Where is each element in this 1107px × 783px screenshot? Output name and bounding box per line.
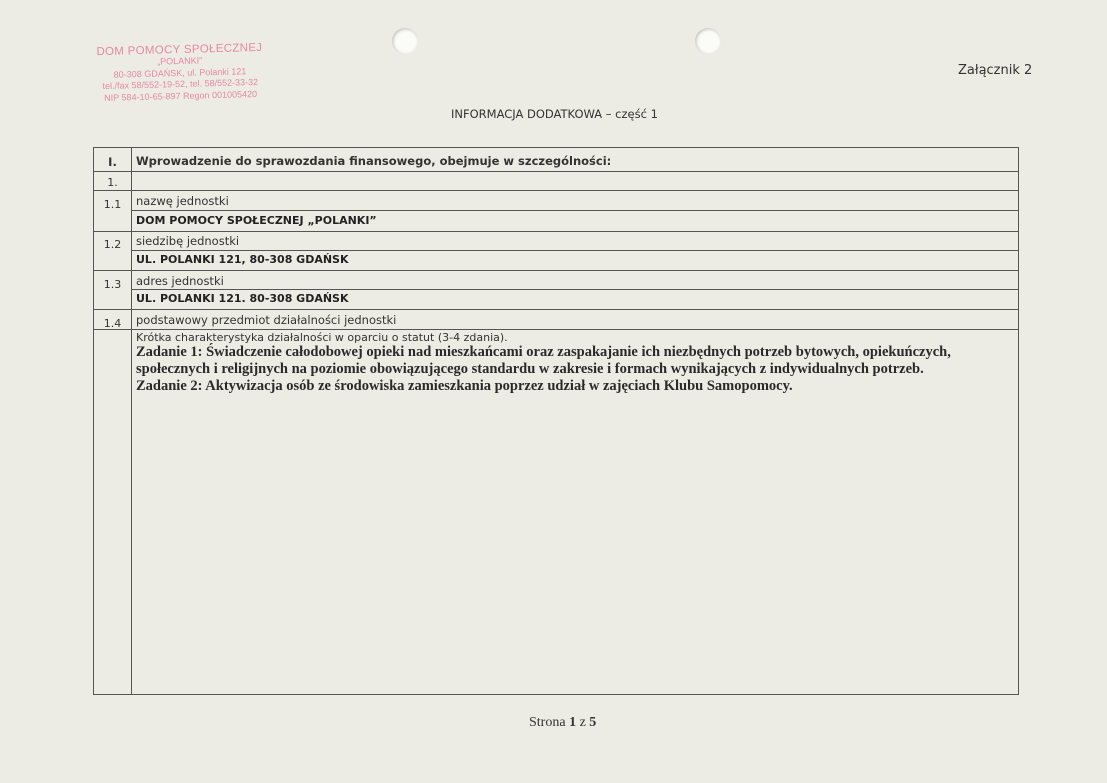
- item-number: 1.3: [103, 278, 122, 291]
- row-divider: [94, 270, 1018, 271]
- task-2-text: Zadanie 2: Aktywizacja osób ze środowiska zamieszkania poprzez udział w zajęciach Klubu Samopomocy.: [136, 378, 793, 394]
- row-divider: [131, 289, 1018, 290]
- item-value: UL. POLANKI 121. 80-308 GDAŃSK: [136, 292, 349, 305]
- item-label: adres jednostki: [136, 274, 224, 288]
- footer-prefix: Strona: [529, 715, 566, 730]
- punch-hole-right: [695, 28, 721, 54]
- column-divider: [131, 148, 132, 694]
- task-1-text: Zadanie 1: Świadczenie całodobowej opieki nad mieszkańcami oraz zaspakajanie ich niezbędnych potrzeb bytowych, opiekuńczych, społecznych i religijnych na poziomie obowiązującego standardu w zakresie i formach wynikających z indywidualnych potrzeb.: [136, 344, 951, 377]
- item-label: nazwę jednostki: [136, 194, 229, 208]
- section-number: I.: [108, 155, 117, 169]
- punch-hole-left: [392, 28, 418, 54]
- stamp-phone: tel./fax 58/552-19-52, tel. 58/552-33-32: [102, 76, 259, 92]
- item-value: Krótka charakterystyka działalności w oparciu o statut (3-4 zdania).: [136, 331, 508, 344]
- institution-stamp: [79, 41, 280, 104]
- info-table: [93, 147, 1019, 695]
- attachment-label: Załącznik 2: [958, 63, 1033, 78]
- row-divider: [94, 171, 1018, 172]
- item-number: 1.1: [103, 198, 122, 211]
- stamp-ids: NIP 584-10-65-897 Regon 001005420: [103, 88, 258, 103]
- footer-sep: z: [579, 715, 586, 730]
- item-number: 1.4: [103, 317, 122, 330]
- row-divider: [94, 329, 1018, 330]
- activity-description: [136, 344, 966, 395]
- row-divider: [94, 190, 1018, 191]
- section-title: Wprowadzenie do sprawozdania finansowego, obejmuje w szczególności:: [136, 154, 612, 168]
- page-footer: [529, 715, 596, 731]
- footer-total: 5: [589, 715, 597, 730]
- footer-page: 1: [569, 715, 577, 730]
- page-heading: INFORMACJA DODATKOWA – część 1: [451, 107, 658, 121]
- item-label: siedzibę jednostki: [136, 234, 240, 248]
- row-divider: [131, 250, 1018, 251]
- item-value: DOM POMOCY SPOŁECZNEJ „POLANKI”: [136, 214, 377, 227]
- stamp-subname: „POLANKI”: [157, 55, 203, 67]
- row-number: 1.: [107, 176, 118, 189]
- item-number: 1.2: [103, 238, 122, 251]
- stamp-name: DOM POMOCY SPOŁECZNEJ: [96, 41, 263, 59]
- item-label: podstawowy przedmiot działalności jednostki: [136, 313, 397, 327]
- stamp-address: 80-308 GDAŃSK, ul. Polanki 121: [113, 65, 247, 80]
- row-divider: [131, 210, 1018, 211]
- row-divider: [94, 309, 1018, 310]
- row-divider: [94, 231, 1018, 232]
- item-value: UL. POLANKI 121, 80-308 GDAŃSK: [136, 253, 349, 266]
